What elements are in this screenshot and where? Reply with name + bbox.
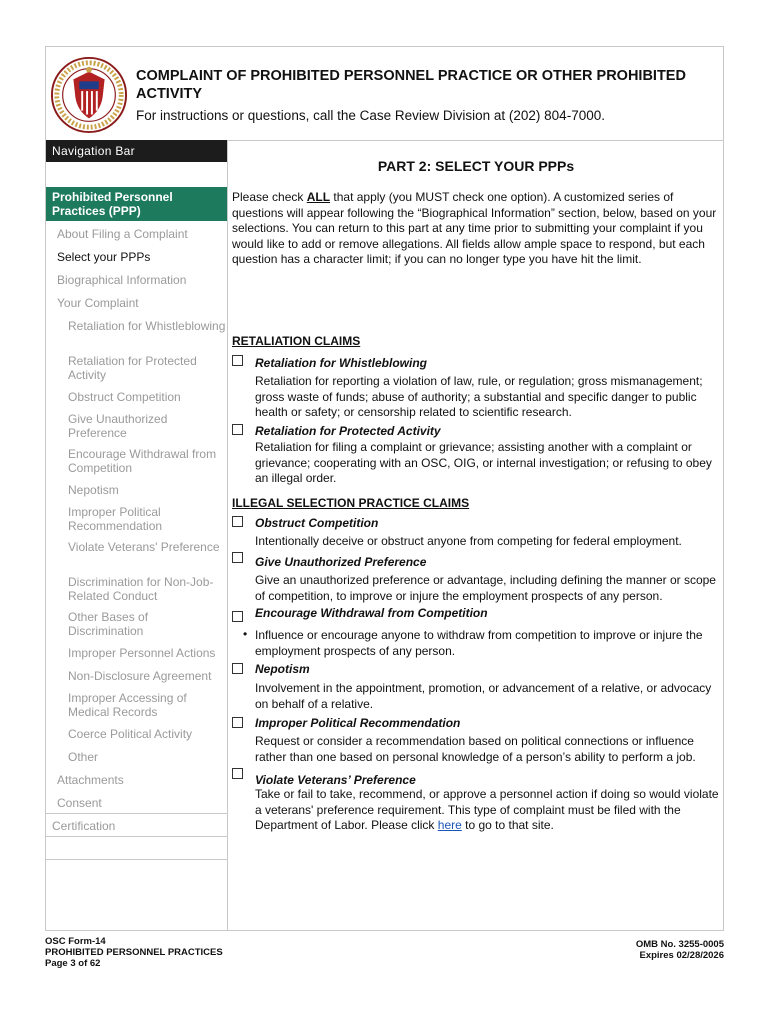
- part-title: PART 2: SELECT YOUR PPPs: [377, 158, 575, 174]
- checkbox-retaliation-whistleblowing[interactable]: [232, 355, 243, 366]
- nav-item-veterans-preference[interactable]: Violate Veterans' Preference: [68, 540, 220, 554]
- claim-title: Encourage Withdrawal from Competition: [255, 606, 488, 620]
- checkbox-retaliation-protected[interactable]: [232, 424, 243, 435]
- checkbox-veterans-preference[interactable]: [232, 768, 243, 779]
- nav-divider: [46, 813, 227, 814]
- claim-title: Retaliation for Whistleblowing: [255, 356, 427, 370]
- footer-form-info: [45, 936, 223, 969]
- section-illegal-selection-claims: ILLEGAL SELECTION PRACTICE CLAIMS: [232, 496, 470, 510]
- claim-title: Give Unauthorized Preference: [255, 555, 427, 569]
- claim-title: Retaliation for Protected Activity: [255, 424, 441, 438]
- footer-page-number: Page 3 of 62: [45, 958, 101, 969]
- footer-omb-number: OMB No. 3255-0005: [635, 939, 724, 950]
- footer-form-title: PROHIBITED PERSONNEL PRACTICES: [45, 947, 223, 958]
- form-header: [46, 47, 723, 141]
- form-subtitle: For instructions or questions, call the Case Review Division at (202) 804-7000.: [136, 108, 605, 123]
- claim-description: Retaliation for filing a complaint or grievance; assisting another with a complaint or grievance; cooperating with an OSC, OIG, or internal investigation; or refusing to obey an illegal order.: [255, 440, 712, 485]
- claim-description: Give an unauthorized preference or advantage, including defining the manner or scope of competition, to improve or injure the employment prospects of any person.: [255, 573, 716, 603]
- checkbox-improper-political[interactable]: [232, 717, 243, 728]
- nav-item-attachments[interactable]: Attachments: [57, 773, 124, 787]
- nav-item-ppp-active[interactable]: Prohibited Personnel Practices (PPP): [46, 187, 227, 221]
- checkbox-unauthorized-preference[interactable]: [232, 552, 243, 563]
- footer-form-number: OSC Form-14: [45, 936, 106, 947]
- nav-item-other[interactable]: Other: [68, 750, 99, 764]
- bullet-marker: •: [243, 627, 248, 641]
- nav-item-unauthorized-preference[interactable]: Give Unauthorized Preference: [68, 412, 168, 440]
- nav-item-nepotism[interactable]: Nepotism: [68, 483, 119, 497]
- nav-item-obstruct-competition[interactable]: Obstruct Competition: [68, 390, 181, 404]
- nav-item-improper-actions[interactable]: Improper Personnel Actions: [68, 646, 216, 660]
- nav-item-your-complaint[interactable]: Your Complaint: [57, 296, 139, 310]
- claim-description: Influence or encourage anyone to withdraw from competition to improve or injure the employment prospects of any person.: [255, 628, 703, 658]
- claim-title: Improper Political Recommendation: [255, 716, 461, 730]
- nav-divider: [46, 859, 227, 860]
- checkbox-nepotism[interactable]: [232, 663, 243, 674]
- checkbox-encourage-withdrawal[interactable]: [232, 611, 243, 622]
- nav-item-biographical[interactable]: Biographical Information: [57, 273, 187, 287]
- form-page: [45, 46, 724, 931]
- nav-header: Navigation Bar: [46, 140, 227, 162]
- claim-description: Take or fail to take, recommend, or approve a personnel action if doing so would violate a veterans' preference requirement. This type of complaint must be filed with the Department of Labor. Please click here to go to that site.: [255, 787, 719, 832]
- claim-title: Obstruct Competition: [255, 516, 379, 530]
- checkbox-obstruct-competition[interactable]: [232, 516, 243, 527]
- footer-omb-info: [636, 939, 724, 961]
- nav-item-improper-political[interactable]: Improper Political Recommendation: [68, 505, 163, 533]
- section-retaliation-claims: RETALIATION CLAIMS: [232, 334, 361, 348]
- nav-item-other-discrimination[interactable]: Other Bases of Discrimination: [68, 610, 149, 638]
- form-title: COMPLAINT OF PROHIBITED PERSONNEL PRACTICE OR OTHER PROHIBITED ACTIVITY: [136, 68, 686, 102]
- nav-divider: [46, 836, 227, 837]
- osc-seal-icon: [50, 56, 128, 134]
- claim-title: Nepotism: [255, 662, 310, 676]
- claim-description: Retaliation for reporting a violation of law, rule, or regulation; gross mismanagement; gross waste of funds; abuse of authority; a substantial and specific danger to public health or safety; or censorship related to scientific research.: [255, 374, 703, 419]
- department-of-labor-link[interactable]: here: [437, 818, 462, 832]
- navigation-bar: [46, 140, 228, 930]
- claim-description: Request or consider a recommendation based on political connections or influence rather than one based on personal knowledge of a person’s ability to perform a job.: [255, 734, 696, 764]
- claim-title: Violate Veterans’ Preference: [255, 773, 416, 787]
- nav-item-non-disclosure[interactable]: Non-Disclosure Agreement: [68, 669, 212, 683]
- nav-item-consent[interactable]: Consent: [57, 796, 102, 810]
- nav-item-about[interactable]: About Filing a Complaint: [57, 227, 188, 241]
- footer-expiration: Expires 02/28/2026: [639, 950, 724, 961]
- nav-item-medical-records[interactable]: Improper Accessing of Medical Records: [68, 691, 187, 719]
- nav-item-retaliation-whistleblowing[interactable]: Retaliation for Whistleblowing: [68, 319, 226, 333]
- nav-item-encourage-withdrawal[interactable]: Encourage Withdrawal from Competition: [68, 447, 217, 475]
- nav-item-select-ppps[interactable]: Select your PPPs: [57, 250, 151, 264]
- nav-item-coerce-political[interactable]: Coerce Political Activity: [68, 727, 193, 741]
- claim-description: Involvement in the appointment, promotion, or advancement of a relative, or advocacy on behalf of a relative.: [255, 681, 712, 711]
- nav-item-discrimination-conduct[interactable]: Discrimination for Non-Job-Related Conduct: [68, 575, 214, 603]
- instructions-text: Please check ALL that apply (you MUST check one option). A customized series of questions will appear following the “Biographical Information” section, below, based on your selections. You can return to this part at any time prior to submitting your complaint if you would like to add or remove allegations. All fields allow ample space to respond, but each question has a character limit; if you can no longer type you have hit the limit.: [232, 190, 717, 266]
- emphasis-all: ALL: [306, 190, 331, 204]
- nav-item-retaliation-protected[interactable]: Retaliation for Protected Activity: [68, 354, 197, 382]
- nav-item-certification[interactable]: Certification: [52, 819, 116, 833]
- claim-description: Intentionally deceive or obstruct anyone from competing for federal employment.: [255, 534, 682, 548]
